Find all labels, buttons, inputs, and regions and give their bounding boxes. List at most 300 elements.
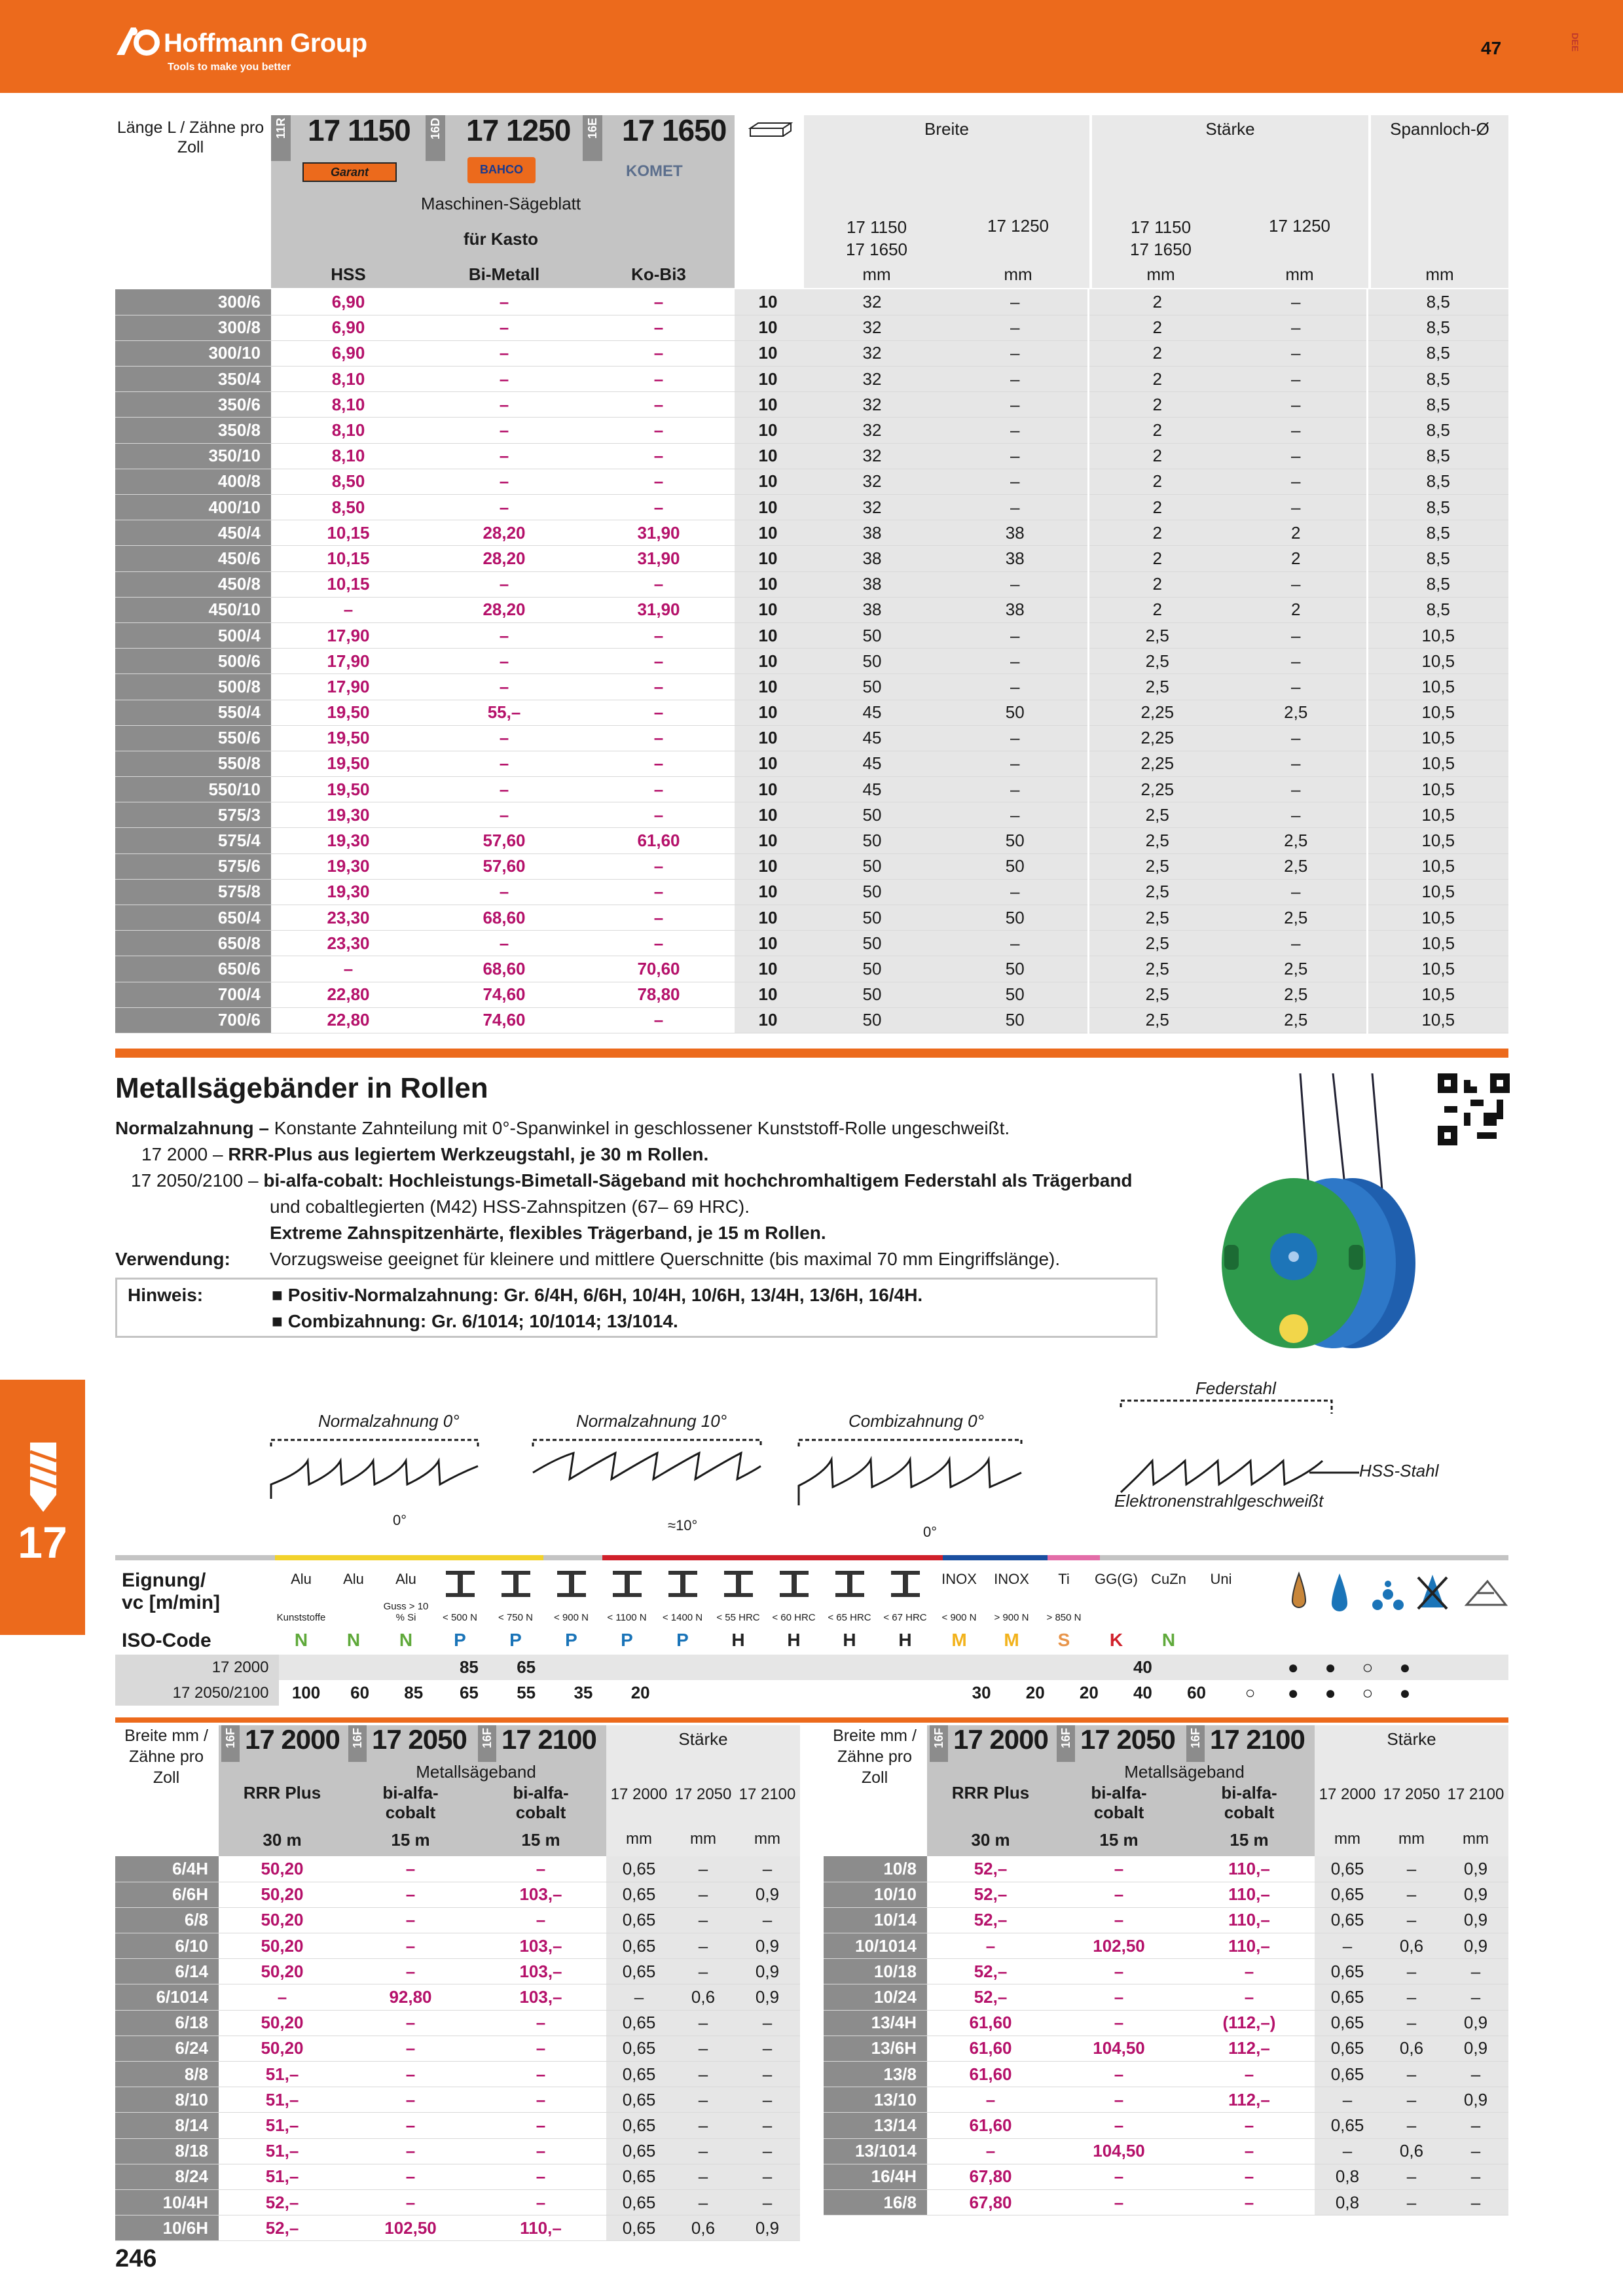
table-cell: – <box>943 802 1088 828</box>
row-label: 10/14 <box>824 1907 927 1933</box>
table-cell: – <box>1380 1882 1443 1907</box>
table-cell: – <box>943 751 1088 776</box>
table-cell: 0,9 <box>1443 2010 1508 2036</box>
row-label: 550/10 <box>115 777 271 802</box>
table-row <box>115 1856 800 1882</box>
sku-prefix-box <box>1186 1725 1205 1762</box>
page-number: 47 <box>1481 38 1502 58</box>
suit-cell <box>669 1680 726 1706</box>
suit-col-name: INOX <box>994 1571 1029 1587</box>
table-cell: – <box>583 469 735 494</box>
table-cell: – <box>943 289 1088 315</box>
row-label: 6/18 <box>115 2010 219 2036</box>
dims-header-bg <box>801 115 1508 288</box>
unit-mm: mm <box>1146 264 1175 284</box>
table-row <box>115 571 1508 597</box>
table-cell: 2,5 <box>1226 982 1367 1007</box>
suit-cell: 20 <box>1008 1680 1062 1706</box>
table-cell: – <box>475 1856 606 1882</box>
sku-number: 17 2100 <box>501 1724 596 1755</box>
table-cell: 2 <box>1088 367 1226 392</box>
table-cell: – <box>426 392 583 418</box>
coolant-cell <box>1277 1655 1508 1680</box>
table-row <box>115 1882 800 1907</box>
suit-cell <box>387 1655 441 1680</box>
suit-cell: 20 <box>1062 1680 1116 1706</box>
suit-cell: 40 <box>1116 1655 1169 1680</box>
suit-col-sub: < 1100 N <box>607 1612 647 1623</box>
table-cell: – <box>1380 1856 1443 1882</box>
table-cell: 38 <box>801 520 943 546</box>
coolant-dot: ● <box>1324 1657 1362 1677</box>
table-cell: 32 <box>801 418 943 443</box>
table-cell: – <box>735 2010 800 2036</box>
table-cell: 2,25 <box>1088 777 1226 802</box>
suitability-row <box>115 1655 1508 1680</box>
table-cell: – <box>426 674 583 700</box>
table-cell: – <box>943 777 1088 802</box>
row-label: 16/4H <box>824 2164 927 2189</box>
table-cell: 0,65 <box>1315 1856 1380 1882</box>
table-row <box>824 2189 1508 2215</box>
table-cell: 61,60 <box>927 2113 1054 2138</box>
iso-code-cell: H <box>787 1630 801 1650</box>
staerke-col: 17 2050 <box>1383 1785 1440 1803</box>
suit-col-header <box>1090 1567 1142 1626</box>
table-cell: – <box>271 956 426 982</box>
desc-text: Vorzugsweise geeignet für kleinere und mittlere Querschnitte (bis maximal 70 mm Eingriffslänge). <box>270 1249 1061 1269</box>
table-row <box>115 392 1508 418</box>
table-row <box>824 2138 1508 2164</box>
sku-prefix: 16F <box>932 1728 945 1749</box>
table-cell: – <box>583 674 735 700</box>
suit-cell <box>841 1655 898 1680</box>
table-cell: 2 <box>1088 418 1226 443</box>
table-cell: 57,60 <box>426 828 583 853</box>
table-cell: – <box>1315 2087 1380 2113</box>
table-cell: – <box>346 1856 475 1882</box>
desc-line <box>115 1141 1215 1168</box>
suit-cell <box>898 1680 955 1706</box>
suit-col-name: INOX <box>941 1571 977 1587</box>
brand-tagline: Tools to make you better <box>168 62 291 73</box>
table-cell: 23,30 <box>271 931 426 956</box>
table-cell: 103,– <box>475 1984 606 2010</box>
suit-col-sub: < 67 HRC <box>883 1612 927 1623</box>
table-cell: – <box>943 725 1088 751</box>
table-cell: 103,– <box>475 1933 606 1959</box>
row-label: 6/24 <box>115 2036 219 2061</box>
table-cell: – <box>1054 1959 1184 1984</box>
table-cell: 2 <box>1088 597 1226 622</box>
table-cell: – <box>735 1856 800 1882</box>
roll-length: 15 m <box>1099 1830 1139 1850</box>
staerke-col: 17 2000 <box>610 1785 668 1803</box>
table-cell: – <box>672 2010 735 2036</box>
table-cell: 8,5 <box>1367 520 1508 546</box>
table-cell: – <box>1380 2113 1443 2138</box>
suit-col-sub: < 55 HRC <box>716 1612 760 1623</box>
table-cell: 38 <box>801 597 943 622</box>
row-label: 8/14 <box>115 2113 219 2138</box>
table-cell: 104,50 <box>1054 2036 1184 2061</box>
row-label: 300/10 <box>115 340 271 366</box>
table-row <box>824 2036 1508 2061</box>
hint-1-text: Positiv-Normalzahnung: Gr. 6/4H, 6/6H, 10/4H, 10/6H, 13/4H, 13/6H, 16/4H. <box>287 1285 923 1305</box>
suit-col-header <box>985 1567 1038 1626</box>
iso-code-cell: P <box>676 1630 689 1650</box>
row-label: 575/3 <box>115 802 271 828</box>
table-cell: – <box>672 2087 735 2113</box>
table-cell: 10 <box>735 700 801 725</box>
angle-label-1: 0° <box>393 1512 407 1528</box>
table-cell: – <box>1054 1882 1184 1907</box>
suit-cell: 20 <box>612 1680 669 1706</box>
material-name: RRR Plus <box>243 1783 321 1803</box>
suit-col-header <box>380 1567 432 1626</box>
sku-prefix: 16F <box>1188 1728 1202 1749</box>
suit-cell: 35 <box>555 1680 611 1706</box>
suit-cell: 60 <box>1169 1680 1223 1706</box>
suit-cell <box>955 1655 1008 1680</box>
row-label: 6/6H <box>115 1882 219 1907</box>
desc-line <box>115 1246 1215 1272</box>
suit-col-name: Alu <box>395 1571 416 1587</box>
table-row <box>115 649 1508 674</box>
language-code: DEE <box>1570 33 1580 52</box>
table-cell: 110,– <box>475 2215 606 2241</box>
table-cell: 2 <box>1088 571 1226 597</box>
sku-prefix-box <box>478 1725 496 1762</box>
table-cell: 10 <box>735 289 801 315</box>
table-cell: 45 <box>801 777 943 802</box>
table-cell: 0,65 <box>606 2113 672 2138</box>
table-cell: – <box>346 2189 475 2215</box>
i-beam-icon <box>613 1571 642 1597</box>
table-cell: 17,90 <box>271 674 426 700</box>
table-cell: 0,9 <box>735 2215 800 2241</box>
suit-col-header <box>432 1567 488 1626</box>
table-cell: 10 <box>735 443 801 469</box>
table-cell: 0,65 <box>606 1907 672 1933</box>
table-cell: 0,9 <box>735 1959 800 1984</box>
staerke-col2: 17 1250 <box>1269 216 1330 236</box>
table-cell: 10,5 <box>1367 982 1508 1007</box>
table-cell: – <box>1315 1933 1380 1959</box>
row-label: 10/8 <box>824 1856 927 1882</box>
table-cell: – <box>1054 2189 1184 2215</box>
suitability-values <box>115 1655 1508 1706</box>
table-cell: – <box>426 315 583 340</box>
sku-prefix-box <box>930 1725 948 1762</box>
table-cell: 50,20 <box>219 1882 346 1907</box>
desc-lead: 17 2050/2100 – <box>131 1170 259 1191</box>
table-cell: – <box>1226 751 1367 776</box>
table-cell: 0,6 <box>1380 1933 1443 1959</box>
section-title: Metallsägebänder in Rollen <box>115 1072 488 1104</box>
table-cell: – <box>426 469 583 494</box>
table-cell: 10,5 <box>1367 700 1508 725</box>
table-cell: 0,9 <box>1443 2036 1508 2061</box>
table-cell: 10 <box>735 777 801 802</box>
table-cell: 0,9 <box>1443 2087 1508 2113</box>
coolant-dot: ○ <box>1362 1657 1400 1677</box>
table-cell: 31,90 <box>583 520 735 546</box>
table-cell: 28,20 <box>426 520 583 546</box>
table-cell: 8,5 <box>1367 340 1508 366</box>
table-cell: 8,5 <box>1367 571 1508 597</box>
row-label: 350/10 <box>115 443 271 469</box>
table-cell: 38 <box>943 546 1088 571</box>
section-divider-2 <box>115 1717 1508 1723</box>
table-cell: 50 <box>801 931 943 956</box>
bottom-left-col-label: Breite mm / Zähne pro Zoll <box>124 1727 208 1787</box>
table-cell: 8,5 <box>1367 469 1508 494</box>
table-cell: 78,80 <box>583 982 735 1007</box>
table-cell: 2 <box>1088 469 1226 494</box>
tooth-profile-diagram <box>262 1374 1440 1558</box>
table-row <box>115 905 1508 931</box>
table-cell: – <box>1054 1907 1184 1933</box>
table-row <box>115 931 1508 956</box>
table-cell: – <box>1226 802 1367 828</box>
product-name: Metallsägeband <box>416 1762 536 1782</box>
suit-col-header <box>933 1567 985 1626</box>
table-cell: – <box>475 2138 606 2164</box>
color-strip-N <box>327 1555 380 1560</box>
table-cell: 50 <box>801 1007 943 1033</box>
coolant-dot: ● <box>1324 1682 1362 1703</box>
table-cell: 19,50 <box>271 700 426 725</box>
table-cell: 10 <box>735 879 801 905</box>
table-cell: 2,5 <box>1226 1007 1367 1033</box>
suit-cell <box>1062 1655 1116 1680</box>
table-cell: 2 <box>1088 443 1226 469</box>
table-cell: – <box>1054 2010 1184 2036</box>
table-cell: – <box>1380 2189 1443 2215</box>
coolant-dot: ○ <box>1362 1682 1400 1703</box>
table-cell: 50,20 <box>219 1959 346 1984</box>
staerke-header: Stärke <box>678 1729 728 1749</box>
table-cell: 2,5 <box>1088 674 1226 700</box>
table-cell: 28,20 <box>426 546 583 571</box>
suit-col-header <box>327 1567 380 1626</box>
table-cell: – <box>475 2036 606 2061</box>
table-cell: 8,5 <box>1367 367 1508 392</box>
dry-icon <box>1467 1581 1506 1605</box>
table-cell: 50,20 <box>219 1933 346 1959</box>
table-cell: 0,65 <box>606 2062 672 2087</box>
table-cell: 0,65 <box>606 2189 672 2215</box>
table-cell: 2,5 <box>1088 956 1226 982</box>
product-sub: für Kasto <box>463 229 539 249</box>
table-cell: – <box>1184 1984 1315 2010</box>
table-cell: 61,60 <box>927 2036 1054 2061</box>
hoffmann-logo-icon <box>115 25 162 56</box>
table-cell: 0,65 <box>606 1933 672 1959</box>
table-cell: 32 <box>801 315 943 340</box>
roll-length: 30 m <box>263 1830 302 1850</box>
table-row <box>824 1933 1508 1959</box>
table-cell: 2 <box>1088 495 1226 520</box>
table-row <box>115 777 1508 802</box>
table-cell: – <box>943 879 1088 905</box>
divider <box>801 115 804 288</box>
table-cell: 61,60 <box>583 828 735 853</box>
table-cell: 28,20 <box>426 597 583 622</box>
table-cell: 10 <box>735 315 801 340</box>
table-cell: – <box>583 571 735 597</box>
table-cell: – <box>583 392 735 418</box>
table-row <box>115 443 1508 469</box>
unit-mm: mm <box>626 1830 652 1848</box>
table-cell: 50 <box>801 674 943 700</box>
table-cell: 0,65 <box>1315 1959 1380 1984</box>
table-cell: – <box>346 2087 475 2113</box>
table-cell: 92,80 <box>346 1984 475 2010</box>
table-cell: 0,65 <box>1315 2062 1380 2087</box>
table-cell: 10 <box>735 751 801 776</box>
unit-mm: mm <box>1398 1830 1425 1848</box>
table-cell: 110,– <box>1184 1882 1315 1907</box>
table-cell: 2,5 <box>1088 905 1226 931</box>
table-cell: – <box>1226 495 1367 520</box>
sku-171650: 17 1650 <box>622 113 727 147</box>
table-cell: 10 <box>735 649 801 674</box>
table-row <box>824 1882 1508 1907</box>
table-cell: 0,6 <box>672 2215 735 2241</box>
suit-cell: 55 <box>498 1680 555 1706</box>
table-cell: 50 <box>801 622 943 648</box>
brand-name: Hoffmann Group <box>164 29 367 58</box>
suit-cell <box>783 1655 840 1680</box>
table-cell: 50 <box>801 905 943 931</box>
material-name: bi-alfa-cobalt <box>1091 1783 1147 1822</box>
table-cell: 0,8 <box>1315 2164 1380 2189</box>
suit-cell <box>898 1655 955 1680</box>
table-cell: – <box>583 495 735 520</box>
material-hss: HSS <box>331 264 366 284</box>
table-cell: 10,5 <box>1367 725 1508 751</box>
table-cell: – <box>1443 2062 1508 2087</box>
table-cell: – <box>943 315 1088 340</box>
sku-number: 17 2000 <box>245 1724 340 1755</box>
table-cell: 2 <box>1226 597 1367 622</box>
table-cell: – <box>583 777 735 802</box>
sku-prefix: 16F <box>1059 1728 1072 1749</box>
table-cell: 38 <box>801 546 943 571</box>
i-beam-icon <box>835 1571 864 1597</box>
table-cell: 0,6 <box>1380 2036 1443 2061</box>
table-cell: – <box>943 392 1088 418</box>
table-cell: 8,5 <box>1367 289 1508 315</box>
table-cell: – <box>475 2113 606 2138</box>
table-cell: 10,5 <box>1367 956 1508 982</box>
suit-col-header <box>822 1567 877 1626</box>
table-cell: – <box>426 777 583 802</box>
table-cell: 32 <box>801 289 943 315</box>
table-cell: 8,5 <box>1367 597 1508 622</box>
i-beam-icon <box>780 1571 809 1597</box>
desc-line: Extreme Zahnspitzenhärte, flexibles Trägerband, je 15 m Rollen. <box>270 1223 826 1243</box>
table-cell: 50 <box>801 982 943 1007</box>
diagram-label-2: Normalzahnung 10° <box>576 1411 727 1431</box>
table-cell: – <box>672 2164 735 2189</box>
bottom-left-header <box>219 1725 800 1856</box>
table-cell: 0,65 <box>606 2087 672 2113</box>
mql-icon <box>1418 1575 1447 1609</box>
iso-code-cell: K <box>1109 1630 1123 1650</box>
table-cell: 112,– <box>1184 2036 1315 2061</box>
table-cell: 2,5 <box>1226 700 1367 725</box>
iso-code-cell: S <box>1057 1630 1070 1650</box>
row-label: 650/4 <box>115 905 271 931</box>
row-label: 300/8 <box>115 315 271 340</box>
row-label: 8/24 <box>115 2164 219 2189</box>
table-cell: 0,65 <box>606 1959 672 1984</box>
iso-code-cell: M <box>951 1630 967 1650</box>
row-label: 450/4 <box>115 520 271 546</box>
table-cell: 10,5 <box>1367 674 1508 700</box>
table-row <box>824 2010 1508 2036</box>
suit-col-sub: < 750 N <box>498 1612 533 1623</box>
garant-logo: Garant <box>302 162 397 182</box>
row-label: 6/8 <box>115 1907 219 1933</box>
table-cell: – <box>1443 2164 1508 2189</box>
table-cell: 50 <box>801 853 943 879</box>
suit-col-sub: < 900 N <box>941 1612 977 1623</box>
row-label: 450/6 <box>115 546 271 571</box>
table-cell: 2,5 <box>1226 905 1367 931</box>
table-row <box>115 853 1508 879</box>
table-cell: 0,65 <box>606 1856 672 1882</box>
suit-col-header <box>1195 1567 1247 1626</box>
suit-col-header <box>488 1567 543 1626</box>
table-cell: 0,65 <box>606 2036 672 2061</box>
table-cell: 50 <box>943 905 1088 931</box>
table-row <box>115 469 1508 494</box>
table-cell: 50 <box>801 649 943 674</box>
table-cell: 32 <box>801 340 943 366</box>
table-cell: 0,65 <box>1315 1882 1380 1907</box>
eignung-label <box>122 1570 220 1614</box>
table-row <box>115 751 1508 776</box>
table-cell: – <box>583 622 735 648</box>
table-cell: 10 <box>735 622 801 648</box>
table-cell: 0,9 <box>1443 1907 1508 1933</box>
table-cell: – <box>943 571 1088 597</box>
desc-line <box>115 1115 1215 1141</box>
table-cell: – <box>426 289 583 315</box>
table-cell: 10 <box>735 956 801 982</box>
sku-prefix: 16F <box>480 1728 494 1749</box>
table-row <box>824 1856 1508 1882</box>
table-cell: – <box>1380 1907 1443 1933</box>
table-cell: – <box>735 2164 800 2189</box>
table-cell: 22,80 <box>271 1007 426 1033</box>
breite-col2: 17 1250 <box>987 216 1049 236</box>
table-cell: 0,65 <box>1315 1984 1380 2010</box>
table-cell: 10 <box>735 1007 801 1033</box>
table-cell: 45 <box>801 700 943 725</box>
table-cell: – <box>1226 777 1367 802</box>
table-cell: 38 <box>943 520 1088 546</box>
table-cell: – <box>271 597 426 622</box>
table-cell: – <box>735 2138 800 2164</box>
sku-prefix-box <box>348 1725 367 1762</box>
roll-length: 15 m <box>391 1830 430 1850</box>
table-cell: – <box>426 649 583 674</box>
